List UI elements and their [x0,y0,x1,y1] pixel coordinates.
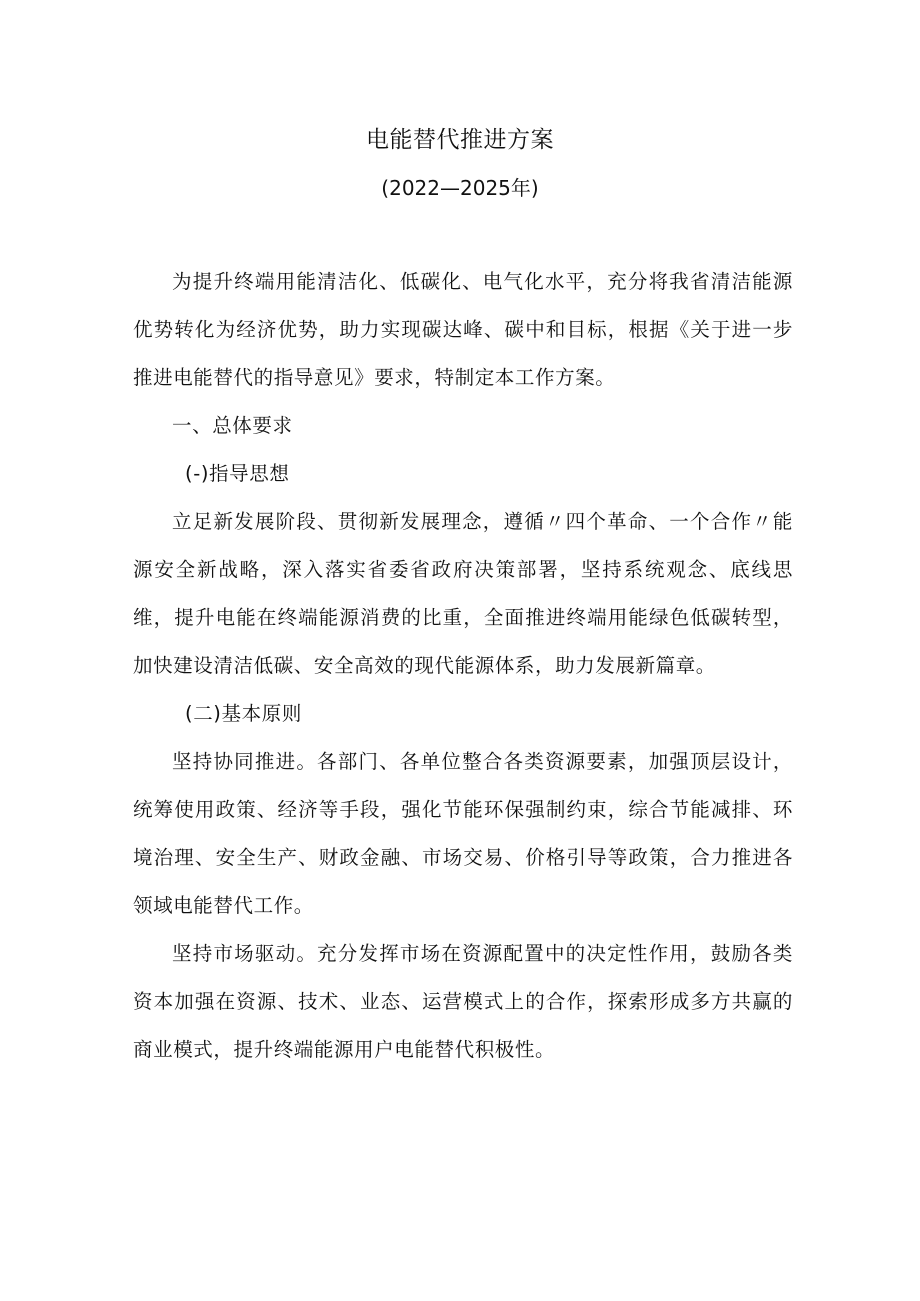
guiding-ideology-paragraph: 立足新发展阶段、贯彻新发展理念，遵循〃四个革命、一个合作〃能源安全新战略，深入落实省委省政府决策部署，坚持系统观念、底线思维，提升电能在终端能源消费的比重，全面推进终端用能绿色低碳转型，加快建设清洁低碳、安全高效的现代能源体系，助力发展新篇章。 [133,510,793,677]
section-heading-general-requirements: 一、总体要求 [172,414,293,437]
document-body [133,258,793,1074]
document-title: 电能替代推进方案 [366,127,554,153]
document-subtitle: (2022—2025年) [381,176,539,200]
subsection-heading-basic-principles: (二)基本原则 [185,702,302,725]
principle-coordinated-paragraph: 坚持协同推进。各部门、各单位整合各类资源要素，加强顶层设计，统筹使用政策、经济等手段，强化节能环保强制约束，综合节能减排、环境治理、安全生产、财政金融、市场交易、价格引导等政策，合力推进各领域电能替代工作。 [133,750,793,917]
intro-paragraph: 为提升终端用能清洁化、低碳化、电气化水平，充分将我省清洁能源优势转化为经济优势，助力实现碳达峰、碳中和目标，根据《关于进一步推进电能替代的指导意见》要求，特制定本工作方案。 [133,270,793,389]
principle-market-paragraph: 坚持市场驱动。充分发挥市场在资源配置中的决定性作用，鼓励各类资本加强在资源、技术、业态、运营模式上的合作，探索形成多方共赢的商业模式，提升终端能源用户电能替代积极性。 [133,942,793,1061]
subsection-heading-guiding-ideology: (-)指导思想 [185,462,290,485]
